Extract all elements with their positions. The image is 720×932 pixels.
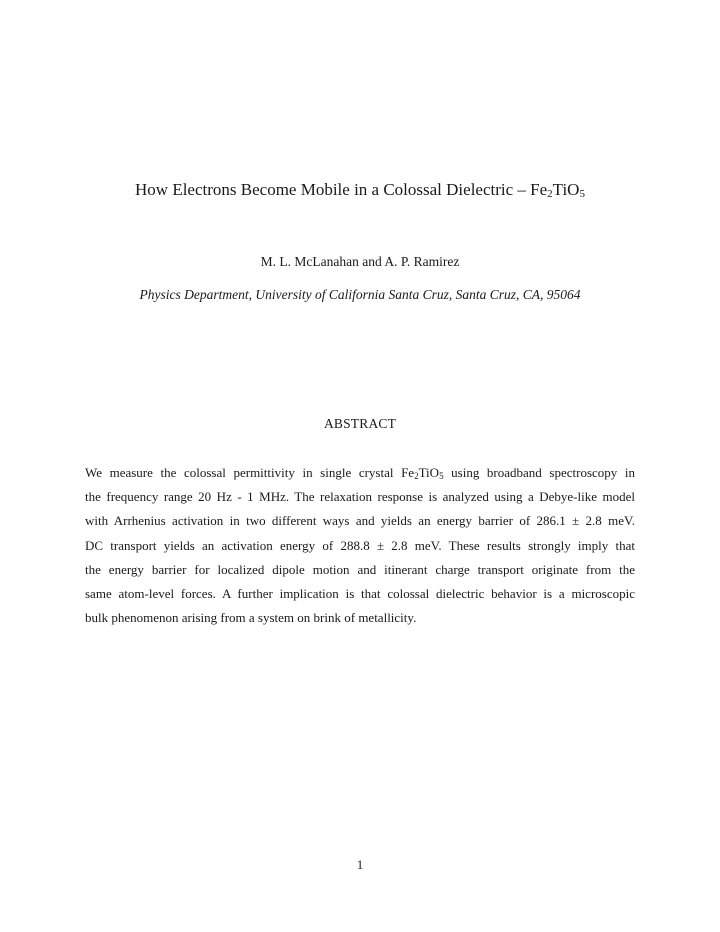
title-text-tio: TiO [552,180,580,199]
author-list: M. L. McLanahan and A. P. Ramirez [260,254,460,269]
title-subscript-2: 2 [547,188,553,200]
abstract-line-5: the energy barrier for localized dipole motion and itinerant charge transport originate from the [85,561,635,577]
title-text: How Electrons Become Mobile in a Colossal Dielectric – Fe [135,180,548,199]
abstract-line-1 [85,461,635,485]
abstract-line-3: with Arrhenius activation in two different ways and yields an energy barrier of 286.1 ± 2.8 meV. [85,513,635,529]
abstract-heading: ABSTRACT [323,416,397,431]
page-number: 1 [356,857,364,872]
paper-title [0,179,720,201]
abstract-body [85,461,635,630]
abstract-text: We measure the colossal permittivity in single crystal Fe [85,465,415,480]
abstract-text-tio: TiO [418,465,440,480]
abstract-line-2: the frequency range 20 Hz - 1 MHz. The relaxation response is analyzed using a Debye-like model [85,489,635,505]
abstract-text: using broadband spectroscopy in [443,465,635,480]
title-subscript-5: 5 [579,188,585,200]
author-affiliation: Physics Department, University of California Santa Cruz, Santa Cruz, CA, 95064 [139,287,581,302]
abstract-line-7: bulk phenomenon arising from a system on brink of metallicity. [85,610,417,626]
abstract-subscript-5: 5 [439,471,444,481]
abstract-subscript-2: 2 [414,471,419,481]
abstract-line-4: DC transport yields an activation energy of 288.8 ± 2.8 meV. These results strongly imply that [85,537,635,553]
abstract-line-6: same atom-level forces. A further implication is that colossal dielectric behavior is a microscopic [85,586,635,602]
